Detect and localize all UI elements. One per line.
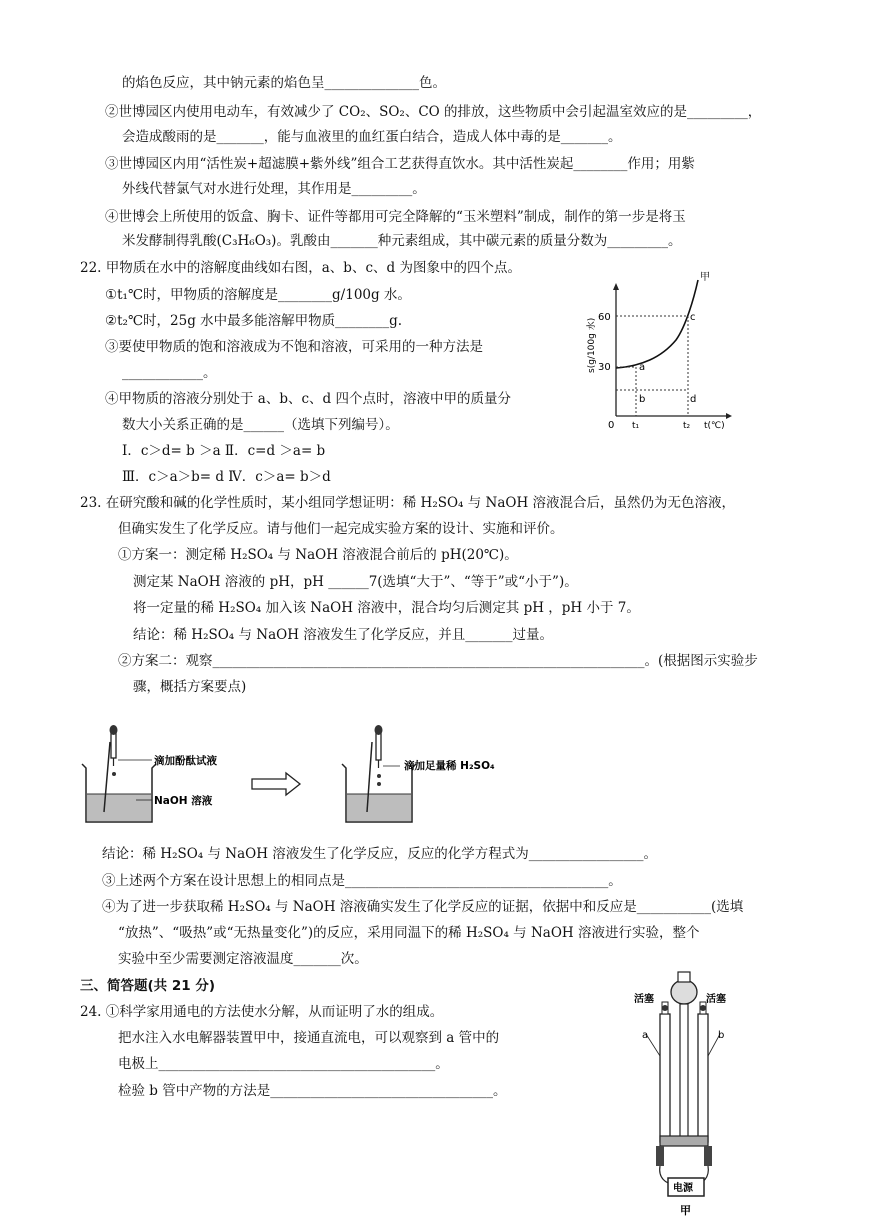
text-line: 外线代替氯气对水进行处理，其作用是_________。 (122, 181, 426, 197)
solubility-graph (586, 268, 736, 438)
text-line: 结论：稀 H₂SO₄ 与 NaOH 溶液发生了化学反应，反应的化学方程式为_________________。 (102, 846, 658, 862)
x-tick-0: 0 (608, 420, 615, 431)
text-line: ①t₁℃时，甲物质的溶解度是________g/100g 水。 (105, 287, 411, 303)
point-c: c (690, 312, 696, 323)
label-power: 电源 (673, 1183, 693, 1194)
text-line: 把水注入水电解器装置甲中，接通直流电，可以观察到 a 管中的 (118, 1030, 500, 1046)
point-a: a (639, 362, 646, 373)
text-line: ②t₂℃时，25g 水中最多能溶解甲物质________g. (105, 313, 403, 329)
question-22-stem: 22. 甲物质在水中的溶解度曲线如右图，a、b、c、d 为图象中的四个点。 (80, 260, 521, 276)
text-line: 骤，概括方案要点) (133, 679, 247, 695)
text-line: ①方案一：测定稀 H₂SO₄ 与 NaOH 溶液混合前后的 pH(20℃)。 (118, 547, 518, 563)
text-line: 测定某 NaOH 溶液的 pH，pH ______7(选填“大于”、“等于”或“小于”)。 (133, 574, 578, 590)
y-axis-label: s(g/100g 水) (587, 317, 597, 373)
text-line: 但确实发生了化学反应。请与他们一起完成实验方案的设计、实施和评价。 (118, 521, 564, 537)
text-line: ④世博会上所使用的饭盒、胸卡、证件等都用可完全降解的“玉米塑料”制成，制作的第一步是将玉 (105, 209, 686, 225)
text-line: 数大小关系正确的是______（选填下列编号）。 (122, 417, 399, 433)
question-24-stem: 24. ①科学家用通电的方法使水分解，从而证明了水的组成。 (80, 1004, 444, 1020)
label-dilute-acid: 滴加足量稀 H₂SO₄ (404, 760, 495, 772)
figure-caption: 甲 (680, 1204, 691, 1217)
text-line: ②世博园区内使用电动车，有效减少了 CO₂、SO₂、CO 的排放，这些物质中会引起温室效应的是_________， (105, 104, 762, 120)
text-line: ③世博园区内用“活性炭+超滤膜+紫外线”组合工艺获得直饮水。其中活性炭起________作用；用紫 (105, 156, 695, 172)
y-tick-30: 30 (598, 362, 611, 373)
label-stopcock-right: 活塞 (706, 994, 726, 1005)
text-line: 米发酵制得乳酸(C₃H₆O₃)。乳酸由_______种元素组成，其中碳元素的质量分数为_________。 (122, 233, 682, 249)
label-tube-a: a (642, 1030, 649, 1041)
curve-label: 甲 (700, 272, 710, 283)
text-line: 会造成酸雨的是_______，能与血液里的血红蛋白结合，造成人体中毒的是_______。 (122, 129, 622, 145)
point-d: d (690, 394, 697, 405)
text-line: 结论：稀 H₂SO₄ 与 NaOH 溶液发生了化学反应，并且_______过量。 (133, 627, 554, 643)
question-23-stem: 23. 在研究酸和碱的化学性质时，某小组同学想证明：稀 H₂SO₄ 与 NaOH 溶液混合后，虽然仍为无色溶液， (80, 495, 736, 511)
text-line: “放热”、“吸热”或“无热量变化”)的反应，采用同温下的稀 H₂SO₄ 与 NaOH 溶液进行实验，整个 (118, 925, 700, 941)
label-tube-b: b (718, 1030, 725, 1041)
option-line: Ⅰ．c＞d= b ＞a Ⅱ．c=d ＞a= b (122, 443, 326, 459)
x-tick-t1: t₁ (632, 421, 640, 431)
experiment-diagram (74, 722, 514, 832)
text-line: 电极上_________________________________________。 (118, 1056, 449, 1072)
electrolyzer-diagram (628, 966, 738, 1221)
text-line: ④为了进一步获取稀 H₂SO₄ 与 NaOH 溶液确实发生了化学反应的证据，依据中和反应是___________(选填 (102, 899, 744, 915)
y-tick-60: 60 (598, 312, 611, 323)
text-line: 的焰色反应，其中钠元素的焰色呈______________色。 (122, 75, 446, 91)
option-line: Ⅲ．c＞a＞b= d Ⅳ．c＞a= b＞d (122, 469, 331, 485)
text-line: ②方案二：观察________________________________________________________________。(根据图示实验步 (118, 653, 758, 669)
text-line: 将一定量的稀 H₂SO₄ 加入该 NaOH 溶液中，混合均匀后测定其 pH ，pH 小于 7。 (133, 600, 640, 616)
label-phenolphthalein: 滴加酚酞试液 (154, 755, 217, 767)
text-line: ③上述两个方案在设计思想上的相同点是_______________________________________。 (102, 873, 622, 889)
x-axis-label: t(℃) (704, 421, 725, 431)
label-naoh-solution: NaOH 溶液 (154, 795, 213, 807)
text-line: ____________。 (122, 365, 217, 381)
text-line: ③要使甲物质的饱和溶液成为不饱和溶液，可采用的一种方法是 (105, 339, 483, 355)
text-line: 实验中至少需要测定溶液温度_______次。 (118, 951, 368, 967)
x-tick-t2: t₂ (683, 421, 691, 431)
label-stopcock-left: 活塞 (634, 994, 654, 1005)
section-heading: 三、简答题(共 21 分) (80, 978, 216, 994)
text-line: 检验 b 管中产物的方法是_________________________________。 (118, 1083, 507, 1099)
text-line: ④甲物质的溶液分别处于 a、b、c、d 四个点时，溶液中甲的质量分 (105, 391, 511, 407)
point-b: b (639, 394, 646, 405)
